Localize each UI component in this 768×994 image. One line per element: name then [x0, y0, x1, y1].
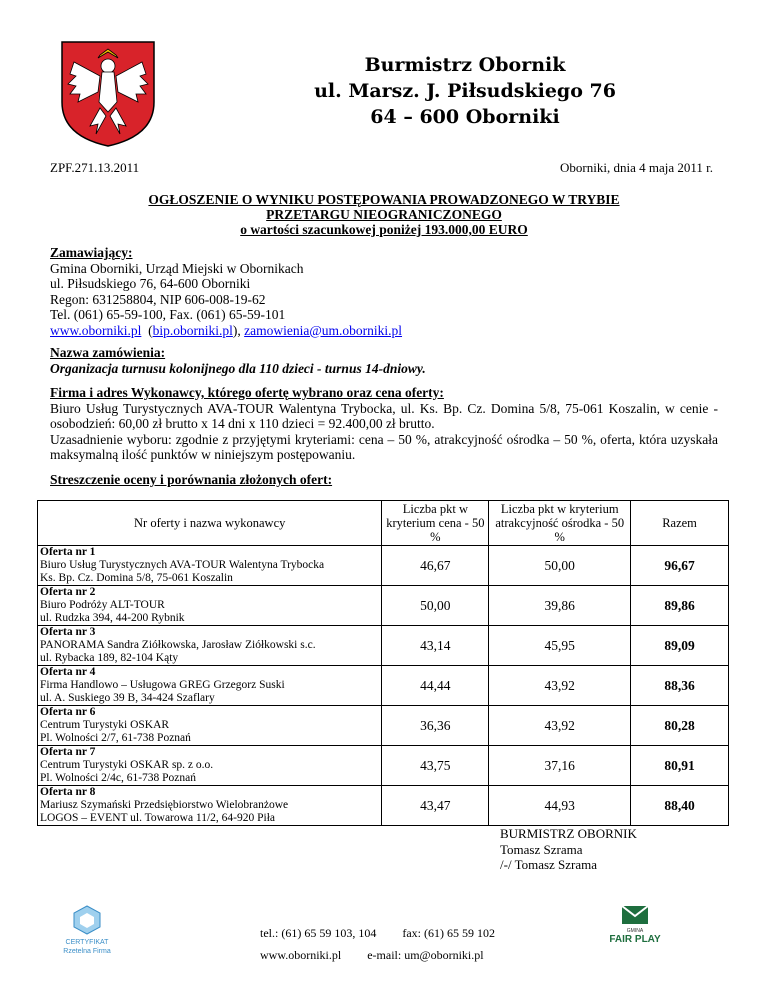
footer-fax: fax: (61) 65 59 102 — [402, 926, 495, 940]
column-header: Razem — [631, 501, 729, 546]
total-points: 96,67 — [631, 546, 729, 586]
contractor-justification: Uzasadnienie wyboru: zgodnie z przyjętymi kryteriami: cena – 50 %, atrakcyjność ośrodka – 50 %, oferta, która uzyskała maksymalną ilość punktów w niniejszym postępowaniu. — [50, 431, 718, 462]
certificate-logo: CERTYFIKAT Rzetelna Firma — [52, 905, 122, 956]
ordering-line: ul. Piłsudskiego 76, 64-600 Oborniki — [50, 276, 251, 291]
footer-web: www.oborniki.pl — [260, 948, 342, 962]
signature-block — [500, 826, 637, 873]
total-points: 80,28 — [631, 706, 729, 746]
table-row: Oferta nr 6 Centrum Turystyki OSKAR Pl. Wolności 2/7, 61-738 Poznań 36,36 43,92 80,28 — [38, 706, 729, 746]
column-header: Liczba pkt w kryterium atrakcyjność ośrodka - 50 % — [489, 501, 631, 546]
reference-number: ZPF.271.13.2011 — [50, 160, 140, 175]
price-points: 50,00 — [382, 586, 489, 626]
letterhead-title: Burmistrz Obornik — [364, 54, 566, 76]
price-points: 44,44 — [382, 666, 489, 706]
coat-of-arms-icon — [60, 40, 156, 148]
attractiveness-points: 43,92 — [489, 706, 631, 746]
contractor-heading: Firma i adres Wykonawcy, którego ofertę wybrano oraz cena oferty: — [50, 385, 444, 400]
title-line-1: OGŁOSZENIE O WYNIKU POSTĘPOWANIA PROWADZONEGO W TRYBIE — [148, 192, 620, 207]
summary-heading: Streszczenie oceny i porównania złożonych ofert: — [50, 472, 333, 487]
table-row: Oferta nr 2 Biuro Podróży ALT-TOUR ul. Rudzka 394, 44-200 Rybnik 50,00 39,86 89,86 — [38, 586, 729, 626]
attractiveness-points: 37,16 — [489, 746, 631, 786]
total-points: 89,09 — [631, 626, 729, 666]
document-date: Oborniki, dnia 4 maja 2011 r. — [560, 160, 713, 175]
ordering-links: www.oborniki.pl (bip.oborniki.pl), zamowienia@um.oborniki.pl — [50, 322, 403, 338]
order-name-section — [50, 345, 718, 376]
table-row: Oferta nr 8 Mariusz Szymański Przedsiębiorstwo Wielobranżowe LOGOS – EVENT ul. Towarowa 11/2, 64-920 Piła 43,47 44,93 88,40 — [38, 786, 729, 826]
contractor-section — [50, 385, 718, 463]
footer-email: e-mail: um@oborniki.pl — [367, 948, 484, 962]
table-row: Oferta nr 4 Firma Handlowo – Usługowa GREG Grzegorz Suski ul. A. Suskiego 39 B, 34-424 Szaflary 44,44 43,92 88,36 — [38, 666, 729, 706]
signature-signed: /-/ Tomasz Szrama — [500, 857, 598, 872]
total-points: 89,86 — [631, 586, 729, 626]
price-points: 43,75 — [382, 746, 489, 786]
table-header-row — [38, 501, 729, 546]
signature-title: BURMISTRZ OBORNIK — [500, 826, 637, 841]
table-row: Oferta nr 3 PANORAMA Sandra Ziółkowska, Jarosław Ziółkowski s.c. ul. Rybacka 189, 82-104 Kąty 43,14 45,95 89,09 — [38, 626, 729, 666]
attractiveness-points: 50,00 — [489, 546, 631, 586]
attractiveness-points: 45,95 — [489, 626, 631, 666]
total-points: 80,91 — [631, 746, 729, 786]
footer-contact — [260, 922, 520, 966]
price-points: 36,36 — [382, 706, 489, 746]
signature-name: Tomasz Szrama — [500, 841, 583, 857]
letterhead — [230, 52, 700, 130]
price-points: 46,67 — [382, 546, 489, 586]
title-line-3: o wartości szacunkowej poniżej 193.000,00 EURO — [240, 222, 528, 237]
letterhead-city: 64 – 600 Oborniki — [370, 106, 560, 128]
order-name-text: Organizacja turnusu kolonijnego dla 110 dzieci - turnus 14-dniowy. — [50, 360, 426, 376]
offers-table — [37, 500, 729, 826]
attractiveness-points: 39,86 — [489, 586, 631, 626]
column-header: Nr oferty i nazwa wykonawcy — [38, 501, 382, 546]
website-link[interactable]: www.oborniki.pl — [50, 322, 142, 338]
attractiveness-points: 44,93 — [489, 786, 631, 826]
footer-tel: tel.: (61) 65 59 103, 104 — [260, 926, 377, 940]
order-name-heading: Nazwa zamówienia: — [50, 345, 166, 360]
ordering-line: Regon: 631258804, NIP 606-008-19-62 — [50, 291, 266, 307]
contractor-text: Biuro Usług Turystycznych AVA-TOUR Walentyna Trybocka, ul. Ks. Bp. Cz. Domina 5/8, 75-061 Koszalin, w cenie - osobodzień: 60,00 zł brutto x 14 dni x 110 dzieci = 92.400,00 zł brutto. — [50, 400, 718, 431]
total-points: 88,40 — [631, 786, 729, 826]
table-row: Oferta nr 7 Centrum Turystyki OSKAR sp. z o.o. Pl. Wolności 2/4c, 61-738 Poznań 43,75 37,16 80,91 — [38, 746, 729, 786]
email-link[interactable]: zamowienia@um.oborniki.pl — [244, 322, 403, 338]
ordering-party — [50, 245, 718, 338]
announcement-title — [50, 192, 718, 237]
price-points: 43,14 — [382, 626, 489, 666]
attractiveness-points: 43,92 — [489, 666, 631, 706]
fair-play-logo: GMINA FAIR PLAY — [600, 905, 670, 945]
column-header: Liczba pkt w kryterium cena - 50 % — [382, 501, 489, 546]
price-points: 43,47 — [382, 786, 489, 826]
letterhead-street: ul. Marsz. J. Piłsudskiego 76 — [314, 80, 616, 102]
ordering-line: Gmina Oborniki, Urząd Miejski w Obornikach — [50, 260, 304, 276]
bip-link[interactable]: bip.oborniki.pl — [152, 322, 233, 338]
table-row: Oferta nr 1 Biuro Usług Turystycznych AVA-TOUR Walentyna Trybocka Ks. Bp. Cz. Domina 5/8, 75-061 Koszalin 46,67 50,00 96,67 — [38, 546, 729, 586]
total-points: 88,36 — [631, 666, 729, 706]
ordering-line: Tel. (061) 65-59-100, Fax. (061) 65-59-101 — [50, 307, 286, 322]
title-line-2: PRZETARGU NIEOGRANICZONEGO — [266, 207, 502, 222]
ordering-heading: Zamawiający: — [50, 245, 133, 260]
envelope-check-icon — [621, 905, 649, 925]
hexagon-icon — [72, 905, 102, 935]
